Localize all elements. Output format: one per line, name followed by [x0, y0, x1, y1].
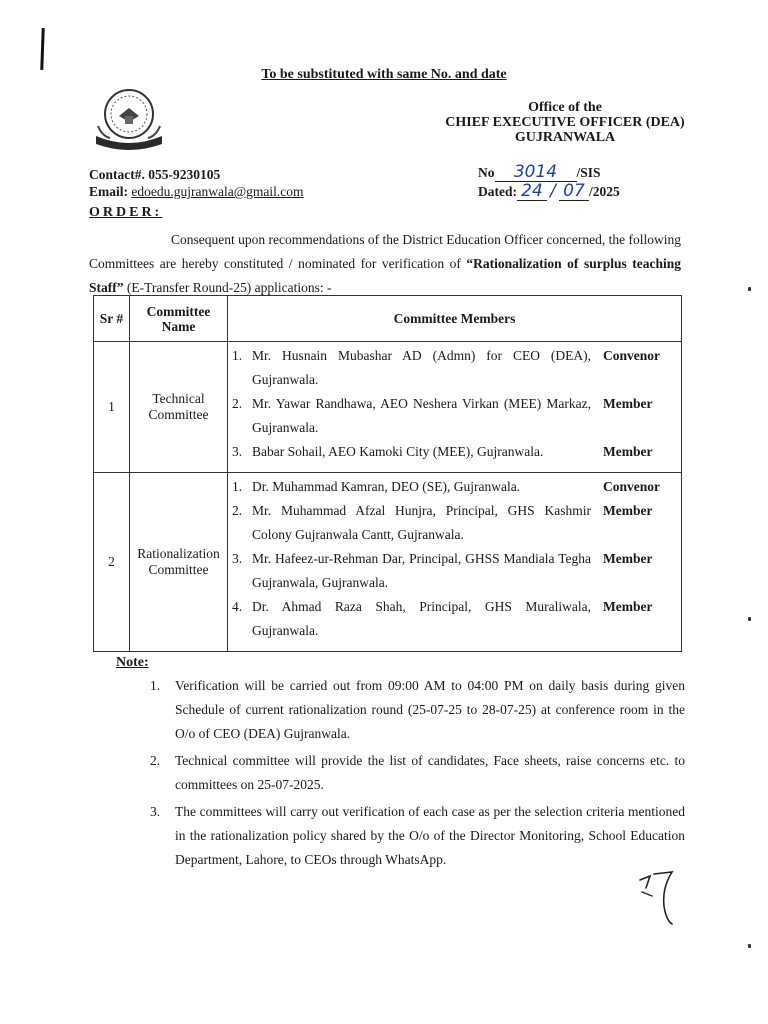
sr-cell: 2	[94, 473, 130, 652]
member-text: Mr. Yawar Randhawa, AEO Neshera Virkan (MEE) Markaz, Gujranwala.	[252, 396, 591, 435]
intro-text: Consequent upon recommendations of the District Education Officer concerned, the following Committees are hereby constituted / nominated for verification of	[89, 232, 681, 271]
member-item	[232, 440, 675, 464]
scan-speck	[748, 617, 751, 621]
intro-paragraph	[89, 228, 681, 300]
intro-bold-subject: “Rationalization of surplus teaching Staff”	[89, 256, 681, 295]
phone-value: 055-9230105	[148, 167, 221, 182]
member-text: Dr. Ahmad Raza Shah, Principal, GHS Muraliwala, Gujranwala.	[252, 599, 591, 638]
date-month-handwritten: 07	[559, 183, 589, 201]
members-cell	[228, 473, 682, 652]
department-logo	[92, 86, 166, 150]
reference-number-line	[478, 163, 620, 182]
member-number: 4.	[232, 599, 243, 614]
number-handwritten: 3014	[495, 164, 577, 182]
member-role: Convenor	[603, 479, 660, 494]
phone-line	[89, 166, 304, 183]
member-number: 1.	[232, 348, 243, 363]
email-value[interactable]: edoedu.gujranwala@gmail.com	[131, 184, 304, 199]
header-sr: Sr #	[94, 296, 130, 342]
office-block	[420, 100, 710, 145]
reference-block	[478, 163, 620, 201]
member-item	[232, 595, 675, 643]
email-line	[89, 183, 304, 200]
table-header-row	[94, 296, 682, 342]
contact-block	[89, 166, 304, 200]
intro-text-end: (E-Transfer Round-25) applications: -	[123, 280, 332, 295]
note-item	[150, 749, 685, 797]
member-item	[232, 547, 675, 595]
office-line: Office of the	[528, 100, 602, 115]
member-text: Dr. Muhammad Kamran, DEO (SE), Gujranwala.	[252, 479, 521, 494]
member-role: Member	[603, 503, 653, 518]
member-role: Member	[603, 551, 653, 566]
member-role: Convenor	[603, 348, 660, 363]
note-number: 2.	[150, 753, 161, 768]
committee-name-cell: Technical Committee	[130, 342, 228, 473]
number-suffix: /SIS	[576, 165, 601, 180]
member-number: 2.	[232, 396, 243, 411]
member-role: Member	[603, 396, 653, 411]
notes-list	[150, 674, 685, 875]
member-text: Mr. Hafeez-ur-Rehman Dar, Principal, GHSS Mandiala Tegha Gujranwala, Gujranwala.	[252, 551, 591, 590]
header-committee-name: Committee Name	[130, 296, 228, 342]
note-text: Verification will be carried out from 09:00 AM to 04:00 PM on daily basis during given Schedule of current rationalization round (25-07-25 to 28-07-25) at conference room in the O/o of CEO (DEA) Gujranwala.	[175, 678, 685, 741]
scan-speck	[748, 287, 751, 291]
note-number: 3.	[150, 804, 161, 819]
member-item	[232, 475, 675, 499]
order-heading: ORDER:	[89, 205, 163, 220]
table-row	[94, 342, 682, 473]
member-number: 3.	[232, 551, 243, 566]
member-number: 3.	[232, 444, 243, 459]
note-text: Technical committee will provide the list of candidates, Face sheets, raise concerns etc. to committees on 25-07-2025.	[175, 753, 685, 792]
number-label: No	[478, 165, 495, 180]
member-item	[232, 499, 675, 547]
margin-pen-mark	[40, 28, 44, 70]
member-text: Babar Sohail, AEO Kamoki City (MEE), Gujranwala.	[252, 444, 544, 459]
substitute-note: To be substituted with same No. and date	[261, 67, 507, 82]
office-designation: CHIEF EXECUTIVE OFFICER (DEA)	[445, 115, 685, 130]
member-role: Member	[603, 599, 653, 614]
dated-label: Dated:	[478, 184, 517, 199]
date-separator: /	[550, 181, 556, 201]
note-item	[150, 800, 685, 872]
sr-cell: 1	[94, 342, 130, 473]
member-text: Mr. Husnain Mubashar AD (Admn) for CEO (DEA), Gujranwala.	[252, 348, 591, 387]
members-cell	[228, 342, 682, 473]
date-day-handwritten: 24	[517, 183, 547, 201]
scan-speck	[748, 944, 751, 948]
member-role: Member	[603, 444, 653, 459]
member-number: 2.	[232, 503, 243, 518]
committee-name-cell: Rationalization Committee	[130, 473, 228, 652]
table-row	[94, 473, 682, 652]
note-number: 1.	[150, 678, 161, 693]
member-text: Mr. Muhammad Afzal Hunjra, Principal, GHS Kashmir Colony Gujranwala Cantt, Gujranwala.	[252, 503, 591, 542]
handwritten-signature	[632, 868, 692, 928]
note-item	[150, 674, 685, 746]
date-line	[478, 182, 620, 201]
committees-table	[93, 295, 682, 652]
note-text: The committees will carry out verification of each case as per the selection criteria mentioned in the rationalization policy shared by the O/o of the Director Monitoring, School Education Department, Lahore, to CEOs through WhatsApp.	[175, 804, 685, 867]
member-item	[232, 392, 675, 440]
office-city: GUJRANWALA	[514, 130, 616, 145]
member-item	[232, 344, 675, 392]
member-number: 1.	[232, 479, 243, 494]
email-label: Email:	[89, 184, 128, 199]
header-committee-members: Committee Members	[228, 296, 682, 342]
note-heading: Note:	[116, 655, 149, 670]
date-year: /2025	[589, 184, 620, 199]
phone-label: Contact#.	[89, 167, 145, 182]
